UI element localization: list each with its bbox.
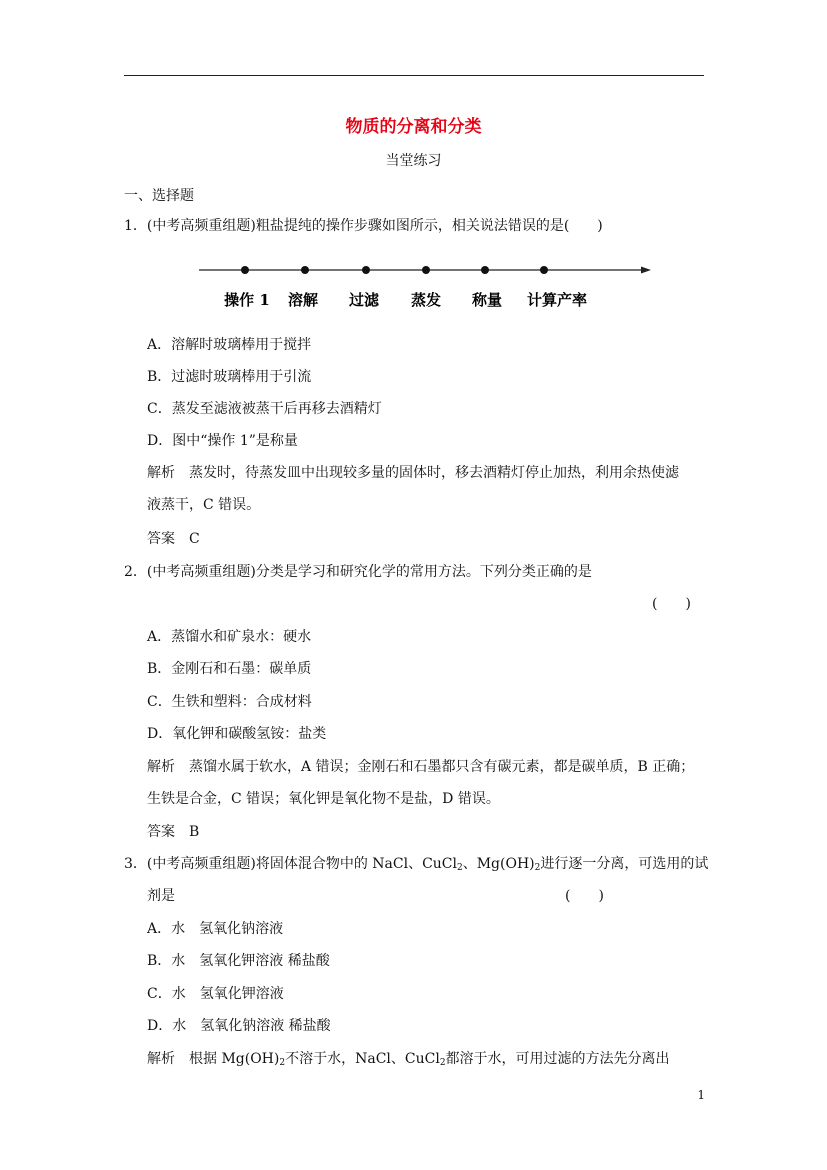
diagram-label: 称量	[471, 291, 503, 309]
q2-answer-value: B	[189, 824, 200, 840]
diagram-arrow-head	[641, 267, 651, 274]
diagram-label: 计算产率	[526, 291, 588, 309]
q2-analysis-cont: 生铁是合金，C 错误；氧化钾是氧化物不是盐，D 错误。	[147, 791, 500, 807]
q2-option-c: C．生铁和塑料：合成材料	[147, 694, 312, 710]
q2-stem: 2．(中考高频重组题)分类是学习和研究化学的常用方法。下列分类正确的是	[124, 564, 592, 580]
page-subtitle: 当堂练习	[385, 153, 442, 169]
q3-option-c: C．水 氢氧化钾溶液	[147, 986, 284, 1002]
q1-option-d: D．图中“操作 1”是称量	[147, 433, 298, 449]
answer-label: 答案	[147, 531, 175, 547]
analysis-label: 解析	[147, 465, 175, 481]
q1-analysis	[147, 463, 679, 483]
analysis-label: 解析	[147, 759, 175, 775]
q1-option-a: A．溶解时玻璃棒用于搅拌	[147, 337, 312, 353]
q3-stem-cont: 剂是	[147, 888, 175, 904]
q3-answer-paren: ( )	[565, 888, 604, 904]
q3-option-b: B．水 氢氧化钾溶液 稀盐酸	[147, 953, 330, 969]
q2-analysis-text: 蒸馏水属于软水，A 错误；金刚石和石墨都只含有碳元素，都是碳单质，B 正确；	[189, 759, 695, 775]
diagram-dot	[362, 266, 370, 274]
q1-analysis-cont: 液蒸干，C 错误。	[147, 497, 261, 513]
q1-answer-value: C	[189, 531, 200, 547]
q2-option-d: D．氧化钾和碳酸氢铵：盐类	[147, 726, 327, 742]
process-diagram	[195, 258, 655, 314]
diagram-label: 操作 1	[224, 291, 270, 309]
q2-analysis	[147, 757, 694, 777]
q1-analysis-text: 蒸发时，待蒸发皿中出现较多量的固体时，移去酒精灯停止加热，利用余热使滤	[189, 465, 679, 481]
section-heading: 一、选择题	[124, 188, 194, 204]
q3-option-a: A．水 氢氧化钠溶液	[147, 921, 284, 937]
diagram-dot	[301, 266, 309, 274]
q1-answer	[147, 529, 200, 549]
diagram-dot	[540, 266, 548, 274]
diagram-label: 蒸发	[410, 291, 442, 309]
q2-answer	[147, 822, 199, 842]
diagram-dot	[241, 266, 249, 274]
header-rule	[124, 75, 704, 76]
q2-option-b: B．金刚石和石墨：碳单质	[147, 661, 312, 677]
answer-label: 答案	[147, 824, 175, 840]
analysis-label: 解析	[147, 1051, 175, 1067]
q3-option-d: D．水 氢氧化钠溶液 稀盐酸	[147, 1018, 331, 1034]
q2-option-a: A．蒸馏水和矿泉水：硬水	[147, 629, 312, 645]
page-title: 物质的分离和分类	[345, 117, 482, 137]
q1-option-c: C．蒸发至滤液被蒸干后再移去酒精灯	[147, 401, 382, 417]
diagram-label: 溶解	[287, 291, 319, 309]
q3-stem: 3．(中考高频重组题)将固体混合物中的 NaCl、CuCl$_2$、$Mg(OH)_2$进行逐一分离，可选用的试	[124, 856, 709, 873]
q2-answer-paren: ( )	[652, 596, 691, 612]
page-number: 1	[697, 1088, 705, 1102]
diagram-label: 过滤	[348, 291, 380, 309]
diagram-dot	[422, 266, 430, 274]
diagram-dot	[481, 266, 489, 274]
q1-option-b: B．过滤时玻璃棒用于引流	[147, 369, 312, 385]
q1-stem: 1．(中考高频重组题)粗盐提纯的操作步骤如图所示，相关说法错误的是( )	[124, 218, 603, 234]
q3-analysis: 解析 根据 $Mg(OH)_2$不溶于水，NaCl、CuCl$_2$都溶于水，可用过滤的方法先分离出	[147, 1051, 670, 1068]
